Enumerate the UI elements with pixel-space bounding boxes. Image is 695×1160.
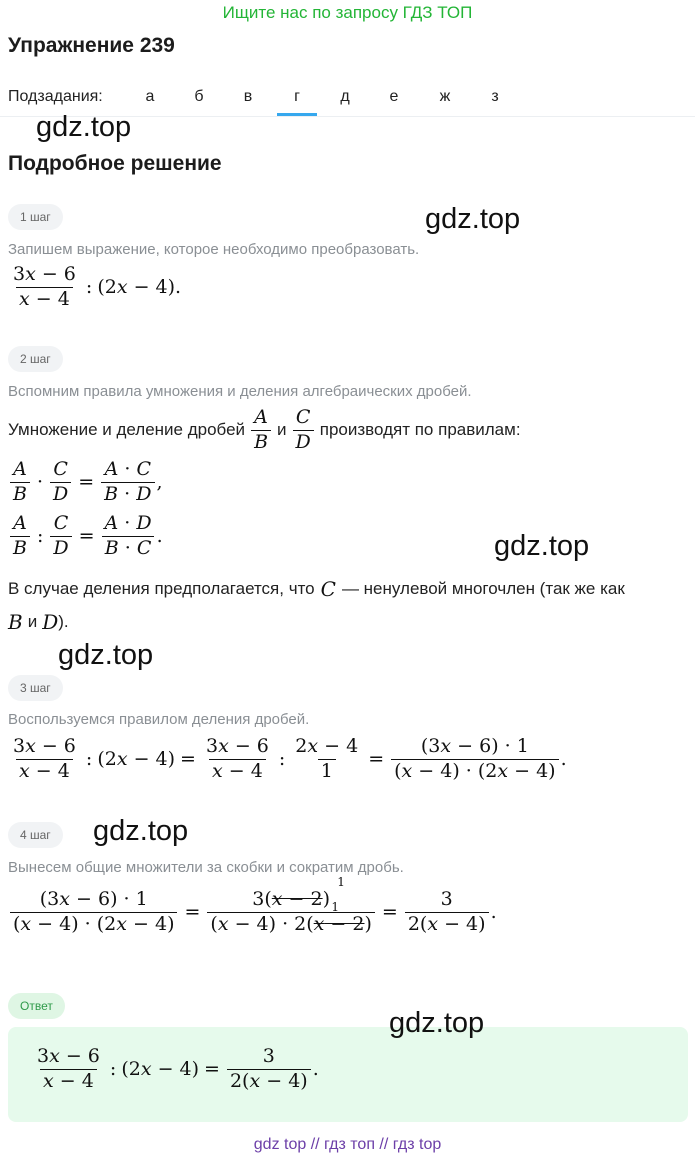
condition-text-a: В случае деления предполагается, что [8,579,315,598]
step-1-expression: $\frac{3x - 6}{x - 4}$ : (2x − 4). [13,263,182,310]
page-title: Упражнение 239 [8,34,175,57]
subtask-tab-z[interactable]: з [491,88,499,105]
step-2-note: Вспомним правила умножения и деления алгебраических дробей. [8,383,472,400]
step-2-badge: 2 шаг [8,346,63,372]
step-3-expression: $\frac{3x - 6}{x - 4}$ : (2x − 4) = $\frac{3x - 6}{x - 4}$ : $\frac{2x - 4}{1}$ = $\frac{(3x - 6) \cdot 1}{(x - 4) \cdot (2x - 4)}$ . [13,735,567,782]
multiplication-rule: $\frac{A}{B}$ · $\frac{C}{D}$ = $\frac{A \cdot C}{B \cdot D}$ , [8,460,163,505]
answer-badge: Ответ [8,993,65,1019]
solution-heading: Подробное решение [8,152,222,175]
footer-links[interactable]: gdz top // гдз топ // гдз top [253,1136,442,1153]
step-4-note: Вынесем общие множители за скобки и сократим дробь. [8,859,404,876]
watermark: gdz.top [93,815,189,847]
rule-intro-and: и [277,420,287,440]
step-4-badge: 4 шаг [8,822,63,848]
step-4-expression: $\frac{(3x - 6) \cdot 1}{(x - 4) \cdot (2x - 4)}$ = 3(x − 2) 1 (x − 4) · 2(x − 2) 1 = $\frac{3}{2(x - 4)}$ . [8,890,497,935]
step-2-rule-intro: Умножение и деление дробей $\frac{A}{B}$ и $\frac{C}{D}$ производят по правилам: [8,406,521,453]
watermark: gdz.top [389,1007,485,1039]
subtask-tab-e[interactable]: е [389,88,399,105]
subtask-tab-v[interactable]: в [243,88,253,105]
watermark: gdz.top [494,530,590,562]
subtask-tab-g[interactable]: г [277,84,317,116]
division-rule: $\frac{A}{B}$ : $\frac{C}{D}$ = $\frac{A \cdot D}{B \cdot C}$ . [8,514,163,559]
step-2-condition-line-1: В случае деления предполагается, что C — ненулевой многочлен (так же как [8,577,625,601]
rule-intro-end: производят по правилам: [319,420,521,440]
subtask-tab-b[interactable]: б [194,88,204,105]
watermark: gdz.top [425,203,521,235]
subtask-tab-zh[interactable]: ж [439,88,451,105]
subtasks-label: Подзадания: [8,88,103,105]
condition-text-c: и [27,612,38,631]
answer-expression: $\frac{3x - 6}{x - 4}$ : (2x − 4) = $\frac{3}{2(x - 4)}$ . [37,1045,319,1092]
subtask-tab-a[interactable]: а [145,88,155,105]
step-3-note: Воспользуемся правилом деления дробей. [8,711,310,728]
subtask-tab-d[interactable]: д [340,88,350,105]
step-1-badge: 1 шаг [8,204,63,230]
condition-text-b: — ненулевой многочлен (так же как [341,579,625,598]
watermark: gdz.top [36,111,132,143]
watermark: gdz.top [58,639,154,671]
condition-text-d: ). [58,612,69,631]
rule-intro-text: Умножение и деление дробей [8,420,246,440]
step-1-note: Запишем выражение, которое необходимо преобразовать. [8,241,420,258]
step-3-badge: 3 шаг [8,675,63,701]
step-2-condition-line-2: B и D ). [8,610,69,634]
promo-link[interactable]: Ищите нас по запросу ГДЗ ТОП [222,3,473,22]
